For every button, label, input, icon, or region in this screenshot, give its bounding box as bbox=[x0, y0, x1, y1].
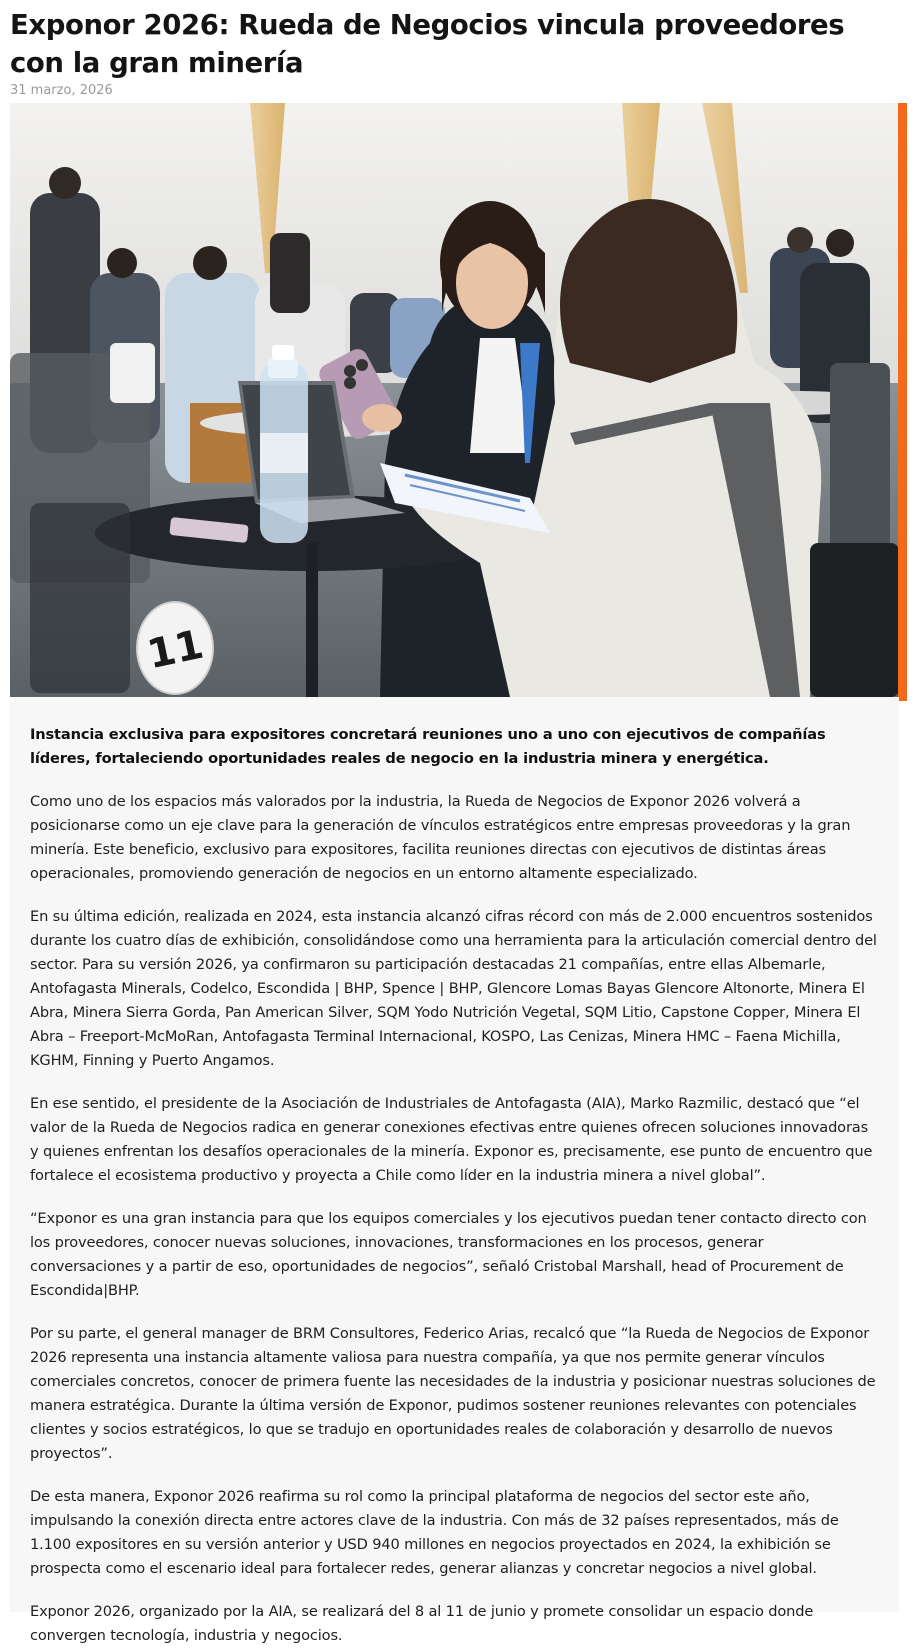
article-paragraph-5: Por su parte, el general manager de BRM Consultores, Federico Arias, recalcó que “la Rueda de Negocios de Exponor 2026 representa una instancia altamente valiosa para nuestra compañía, ya que nos permite generar vínculos comerciales concretos, conocer de primera fuente las necesidades de la industria y posicionar nuestras soluciones de manera estratégica. Durante la última versión de Exponor, pudimos sostener reuniones relevantes con potenciales clientes y socios estratégicos, lo que se tradujo en oportunidades reales de colaboración y desarrollo de nuevos proyectos”. bbox=[30, 1325, 876, 1462]
article-paragraph-3: En ese sentido, el presidente de la Asociación de Industriales de Antofagasta (AIA), Marko Razmilic, destacó que “el valor de la Rueda de Negocios radica en generar conexiones efectivas entre quienes ofrecen soluciones innovadoras y quienes enfrentan los desafíos operacionales de la minería. Exponor es, precisamente, ese punto de encuentro que fortalece el ecosistema productivo y proyecta a Chile como líder en la industria minera a nivel global”. bbox=[30, 1095, 873, 1184]
article-paragraph-2: En su última edición, realizada en 2024, esta instancia alcanzó cifras récord con más de 2.000 encuentros sostenidos durante los cuatro días de exhibición, consolidándose como una herramienta para la articulación comercial dentro del sector. Para su versión 2026, ya confirmaron su participación destacadas 21 compañías, entre ellas Albemarle, Antofagasta Minerals, Codelco, Escondida | BHP, Spence | BHP, Glencore Lomas Bayas Glencore Altonorte, Minera El Abra, Minera Sierra Gorda, Pan American Silver, SQM Yodo Nutrición Vegetal, SQM Litio, Capstone Copper, Minera El Abra – Freeport-McMoRan, Antofagasta Terminal Internacional, KOSPO, Las Cenizas, Minera HMC – Faena Michilla, KGHM, Finning y Puerto Angamos. bbox=[30, 908, 877, 1069]
article-date: 31 marzo, 2026 bbox=[10, 83, 113, 98]
hero-image bbox=[10, 103, 899, 697]
article-paragraph-4: “Exponor es una gran instancia para que los equipos comerciales y los ejecutivos puedan tener contacto directo con los proveedores, conocer nuevas soluciones, innovaciones, transformaciones en los procesos, generar conversaciones y a partir de eso, oportunidades de negocios”, señaló Cristobal Marshall, head of Procurement de Escondida|BHP. bbox=[30, 1210, 867, 1299]
accent-bar bbox=[898, 103, 907, 701]
article-lead: Instancia exclusiva para expositores concretará reuniones uno a uno con ejecutivos de compañías líderes, fortaleciendo oportunidades reales de negocio en la industria minera y energética. bbox=[30, 726, 826, 767]
article-paragraph-7: Exponor 2026, organizado por la AIA, se realizará del 8 al 11 de junio y promete consolidar un espacio donde convergen tecnología, industria y negocios. bbox=[30, 1603, 814, 1644]
hero-photo-illustration bbox=[10, 103, 899, 697]
article-paragraph-6: De esta manera, Exponor 2026 reafirma su rol como la principal plataforma de negocios del sector este año, impulsando la conexión directa entre actores clave de la industria. Con más de 32 países representados, más de 1.100 expositores en su versión anterior y USD 940 millones en negocios proyectados en 2024, la exhibición se prospecta como el escenario ideal para fortalecer redes, generar alianzas y concretar negocios a nivel global. bbox=[30, 1488, 839, 1577]
table-number-label: 11 bbox=[143, 621, 208, 679]
article-paragraph-1: Como uno de los espacios más valorados por la industria, la Rueda de Negocios de Exponor 2026 volverá a posicionarse como un eje clave para la generación de vínculos estratégicos entre empresas proveedoras y la gran minería. Este beneficio, exclusivo para expositores, facilita reuniones directas con ejecutivos de distintas áreas operacionales, promoviendo generación de negocios en un entorno altamente especializado. bbox=[30, 793, 851, 882]
article-title: Exponor 2026: Rueda de Negocios vincula proveedores con la gran minería bbox=[10, 9, 845, 79]
article-body bbox=[10, 697, 899, 1644]
